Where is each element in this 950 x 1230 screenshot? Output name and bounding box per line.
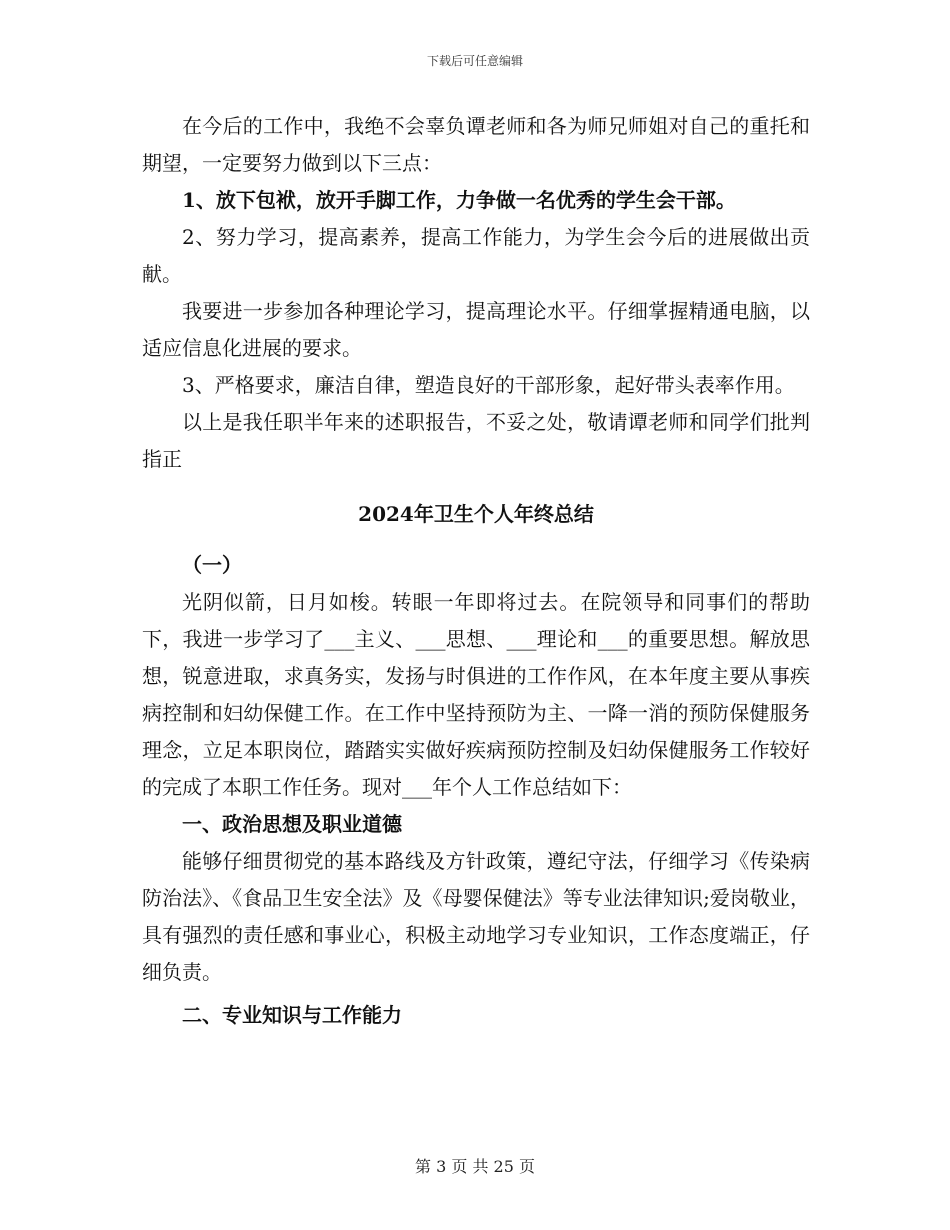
paragraph-commitment: 在今后的工作中，我绝不会辜负谭老师和各为师兄师姐对自己的重托和期望，一定要努力做到以下三点： <box>142 114 810 175</box>
section-one-label: （一） <box>182 553 242 577</box>
paragraph-intro: 光阴似箭，日月如梭。转眼一年即将过去。在院领导和同事们的帮助下，我进一步学习了___主义、___思想、___理论和___的重要思想。解放思想，锐意进取，求真务实，发扬与时俱进的工作作风，在本年度主要从事疾病控制和妇幼保健工作。在工作中坚持预防为主、一降一消的预防保健服务理念，立足本职岗位，踏踏实实做好疾病预防控制及妇幼保健服务工作较好的完成了本职工作任务。现对___年个人工作总结如下： <box>142 590 810 799</box>
paragraph-study: 我要进一步参加各种理论学习，提高理论水平。仔细掌握精通电脑，以适应信息化进展的要求。 <box>142 299 810 360</box>
document-title: 2024年卫生个人年终总结 <box>358 502 594 526</box>
paragraph-closing: 以上是我任职半年来的述职报告，不妥之处，敬请谭老师和同学们批判指正 <box>142 410 810 471</box>
heading-politics: 一、政治思想及职业道德 <box>182 812 402 836</box>
paragraph-politics: 能够仔细贯彻党的基本路线及方针政策，遵纪守法，仔细学习《传染病防治法》、《食品卫生安全法》及《母婴保健法》等专业法律知识;爱岗敬业，具有强烈的责任感和事业心，积极主动地学习专业知识，工作态度端正，仔细负责。 <box>142 849 810 984</box>
page-footer: 第 3 页 共 25 页 <box>415 1157 535 1176</box>
heading-skills: 二、专业知识与工作能力 <box>182 1003 402 1027</box>
point-three: 3、严格要求，廉洁自律，塑造良好的干部形象，起好带头表率作用。 <box>182 373 795 397</box>
point-two: 2、努力学习，提高素养，提高工作能力，为学生会今后的进展做出贡献。 <box>142 225 810 286</box>
page-header: 下载后可任意编辑 <box>426 54 523 68</box>
point-one: 1、放下包袱，放开手脚工作，力争做一名优秀的学生会干部。 <box>182 188 736 212</box>
document-body <box>142 108 810 1034</box>
